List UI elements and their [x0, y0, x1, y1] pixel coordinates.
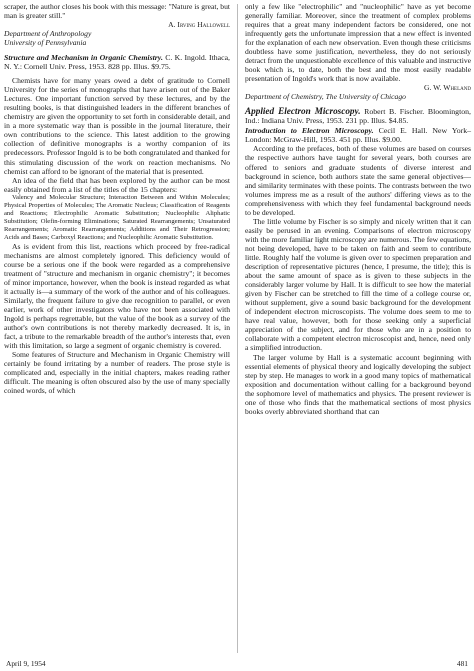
book-details: Cecil E. Hall. New York–London: McGraw-Hill, 1953. 451 pp. Illus. $9.00. — [245, 126, 471, 145]
continued-paragraph: only a few like "electrophilic" and "nucleophilic" have as yet become generally familiar. Moreover, since the treatment of complex problems requires that a great many independent factors be considered, one not infrequently gets the unfortunate impression that a new effect is invented for the explanation of each new observation. Even though these criticisms doubtless have some justification, nevertheless, they do not seriously detract from the unquestionable excellence of this valuable and instructive book which is, to date, both the best and the most easily readable presentation of Ingold's work that is now available. — [245, 2, 471, 84]
reviewer-affiliation: Department of Anthropology — [4, 29, 92, 39]
reviewer-affiliation: University of Pennsylvania — [4, 38, 87, 48]
book-title: Structure and Mechanism in Organic Chemistry. — [4, 53, 163, 63]
column-divider — [237, 4, 238, 653]
review-heading — [245, 126, 471, 144]
page-number: 481 — [456, 659, 468, 668]
review-paragraph: An idea of the field that has been explored by the author can be most easily obtained from a list of the titles of the 15 chapters: — [4, 175, 230, 194]
review-heading — [4, 53, 230, 71]
book-title: Applied Electron Microscopy. — [245, 106, 361, 117]
continued-paragraph: scraper, the author closes his book with this message: "Nature is great, but man is greater still." — [4, 2, 230, 21]
right-column — [245, 2, 471, 416]
review-paragraph: The larger volume by Hall is a systematic account beginning with essential elements of physical theory and logically developing the subject step by step. He manages to work in a good many topics of mathematical exposition and documentation without calling for a background beyond the sophomore level of mathematics and physics. The present reviewer is one of those who finds that the mathematical sections of most physics books overly abbreviated shorthand that can — [245, 352, 471, 416]
review-paragraph: As is evident from this list, reactions which proceed by free-radical mechanisms are almost completely ignored. This deficiency would of course be a serious one if the book were regarded as a comprehensive treatment of "structure and mechanism in organic chemistry"; it becomes of minor importance, however, when the book is instead regarded as what it actually is—a summary of the work of the author and of his colleagues. Similarly, the frequent failure to give due recognition to parallel, or even earlier, work of other investigators who have not been associated with Ingold is perhaps regrettable, but the value of the book as a survey of the author's own contributions is not thereby markedly decreased. It is, in fact, a tribute to the remarkable breadth of the author's interests that, even with this limitation, so large a segment of organic chemistry is covered. — [4, 241, 230, 351]
review-paragraph: According to the prefaces, both of these volumes are based on courses the respective authors have taught for several years, both courses are offered to seniors and graduate students of diverse interest and background in science, both authors state the same general objectives—and similarity terminates with these points. The contrasts between the two volumes impress me as a result of the authors' differing views as to the comprehensiveness with which they feel fundamental background needs to be developed. — [245, 144, 471, 217]
book-details: C. K. Ingold. Ithaca, N. Y.: Cornell Univ. Press, 1953. 828 pp. Illus. $9.75. — [4, 53, 230, 72]
review-paragraph: The little volume by Fischer is so simply and nicely written that it can easily be perused in an evening. Comparisons of electron microscopy with the more familiar light microscopy are numerous. The few equations, not being developed, have to be taken on faith and seem to contribute little. Roughly half the volume is given over to specimen preparation and description of representative pictures (hence, I presume, the title); this is about the same amount of space as is given to these subjects in the considerably larger volume by Hall. It is difficult to see how the material given by Fischer can be stretched to fill the time of a college course or, without supplement, give a sound basic background for the development of independent electron microscopists. The volume does seem to me to have real value, however, both for those seeking only a superficial appreciation of the subject, and for those who are in a position to collaborate with a competent electron microscopist and, hence, need only a simplified introduction. — [245, 216, 471, 353]
issue-date: April 9, 1954 — [6, 659, 46, 668]
reviewer-affiliation: Department of Chemistry, The University of Chicago — [245, 92, 406, 102]
book-title: Introduction to Electron Microscopy. — [245, 126, 374, 136]
book-details: Robert B. Fischer. Bloomington, Ind.: Indiana Univ. Press, 1953. 231 pp. Illus. $4.85. — [245, 107, 471, 126]
review-paragraph: Some features of Structure and Mechanism in Organic Chemistry will certainly be found irritating by a number of readers. The prose style is complicated and, especially in the initial chapters, makes reading rather difficult. The meaning is often obscured also by the use of many specially coined words, of which — [4, 350, 230, 396]
left-column — [4, 2, 230, 396]
review-paragraph: Chemists have for many years owed a debt of gratitude to Cornell University for the series of monographs that have arisen out of the Baker Lectures. One important function served by these lectures, and by the resulting books, is that distinguished leaders in the different branches of chemistry are given the opportunity to set forth in considerable detail, and in a more systematic way than is possible in the journal literature, their own contributions to the science. This latest addition to the growing collection of definitive monographs is a worthy companion of its predecessors. Professor Ingold is to be both congratulated and thanked for this stimulating discussion of the work on reaction mechanisms. No chemist can afford to be ignorant of the material that is presented. — [4, 76, 230, 176]
reviewer-signature: G. W. Wheland — [424, 83, 471, 93]
reviewer-signature: A. Irving Hallowell — [168, 20, 230, 30]
review-heading — [245, 107, 471, 125]
chapter-list: Valency and Molecular Structure; Interaction Between and Within Molecules; Physical Properties of Molecules; The Aromatic Nucleus; Classification of Reagents and Reactions; Electrophilic Aromatic Substitution; Nucleophilic Aliphatic Substitution; Olefin-forming Eliminations; Saturated Rearrangements; Unsaturated Rearrangements; Aromatic Rearrangements; Additions and Their Retrogression; Acids and Bases; Carboxyl Reactions; and Nucleophilic Aromatic Substitution. — [4, 193, 230, 241]
